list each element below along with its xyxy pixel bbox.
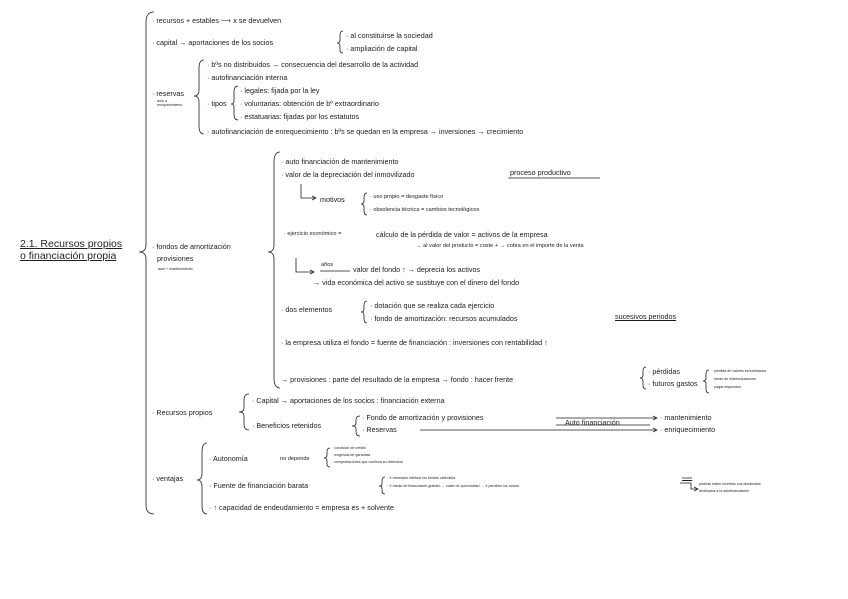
dos-item-1: · dotación que se realiza cada ejercicio [370, 301, 495, 310]
anos-label: años [321, 262, 334, 268]
perdidas: · pérdidas [648, 367, 680, 376]
socios: socios [682, 476, 693, 480]
section-title-line2: o financiación propia [20, 250, 117, 262]
tipos-item-1: · legales: fijada por la ley [240, 86, 320, 95]
autonomia-brace [324, 448, 330, 467]
dos-item-2: · fondo de amortización: recursos acumulados [370, 314, 518, 323]
beneficios-brace [352, 416, 360, 436]
motivos-brace [361, 193, 367, 215]
podrian-2: dedicados a la autofinanciación [699, 489, 750, 493]
proceso-productivo: proceso productivo [510, 168, 571, 177]
capacidad-endeudamiento: · ↑ capacidad de endeudamiento = empresa es + solvente [209, 503, 394, 512]
tipos-item-3: · estatuarias: fijadas por los estatutos [240, 112, 360, 121]
tipos-label: · tipos [207, 99, 227, 108]
tipos-brace [231, 86, 238, 120]
reservas-sub: auto a enriquecimiento [157, 99, 183, 107]
section-title-line1: 2.1. Recursos propios [20, 238, 123, 250]
futuros-item-1: · pérdida de valores inmovilizados [712, 369, 767, 373]
tipos-item-2: · voluntarias: obtención de bº extraordinario [240, 99, 379, 108]
motivos-item-2: · obsolencia técnica = cambios tecnológicos [370, 207, 480, 213]
autonomia-item-2: · exigencia de garantías [332, 453, 371, 457]
capital-item-1: · al constituirse la sociedad [346, 31, 433, 40]
fuente-barata: · Fuente de financiación barata [209, 481, 309, 490]
auto-mantenimiento: · auto financiación de mantenimiento [281, 157, 399, 166]
fuente-brace [379, 477, 385, 494]
fondos-brace [268, 152, 280, 388]
empresa-fondo: · la empresa utiliza el fondo = fuente de financiación : inversiones con rentabilidad ↑ [281, 338, 548, 347]
provisiones-label: provisiones [157, 254, 194, 263]
beneficios-retenidos: · Beneficios retenidos [252, 421, 322, 430]
fondo-amort-provisiones: · Fondo de amortización y provisiones [362, 413, 484, 422]
dos-brace [361, 301, 367, 323]
valor-depreciacion: · valor de la depreciación del inmovilizado [281, 170, 415, 179]
capital-brace [337, 31, 343, 53]
fuente-item-2: · X medio de financiación gratuito → coste de oportunidad → X perciben los socios [387, 484, 520, 488]
rp-reservas: · Reservas [362, 425, 397, 434]
fuente-item-1: · X necesario retribuir los fondos obtenidos [387, 476, 456, 480]
sucesivos-periodos: sucesivos periodos [615, 312, 677, 321]
ventajas-brace [197, 443, 207, 514]
bos-row: · bºs no distribuidos → consecuencia del desarrollo de la actividad [207, 60, 419, 69]
enriquecimiento: · enriquecimiento [660, 425, 716, 434]
podrian-1: podrían haber invertido sus dividendos [699, 482, 761, 486]
motivos-item-1: · uso propio = desgaste físico [370, 194, 444, 200]
autofinanciacion-interna: · autofinanciación interna [207, 73, 288, 82]
perdidas-brace [640, 367, 646, 389]
futuros-item-2: · fondo de indemnizaciones [712, 377, 756, 381]
futuros-gastos: · futuros gastos [648, 379, 698, 388]
dos-elementos: · dos elementos [281, 305, 333, 314]
futuros-brace [703, 370, 709, 393]
valor-producto: → al valor del producto = coste + → cobra en el importe de la venta [416, 243, 584, 249]
reservas-label: · reservas [152, 89, 184, 98]
autofin-enriquecimiento: · autofinanciación de enrequecimiento : bºs se quedan en la empresa → inversiones → crecimiento [207, 127, 524, 136]
rp-brace [239, 394, 249, 430]
autonomia: · Autonomía [209, 454, 248, 463]
provisiones-row: → provisiones : parte del resultado de la empresa → fondo : hacer frente [281, 375, 514, 384]
capital-item-2: · ampliación de capital [346, 44, 418, 53]
no-depende: no depende [280, 456, 310, 462]
valor-fondo: valor del fondo ↑ → deprecia los activos [353, 265, 481, 274]
main-brace [139, 12, 154, 514]
fondos-label: · fondos de amortización [152, 242, 231, 251]
recursos-propios-label: · Recursos propios [152, 408, 213, 417]
motivos-label: motivos [320, 195, 345, 204]
ventajas-label: · ventajas [152, 474, 184, 483]
reservas-brace [194, 60, 204, 134]
ejercicio-economico: · ejercicio económico = [284, 231, 342, 237]
autonomia-item-1: · condición de crédito [332, 446, 367, 450]
motivos-arrow [301, 184, 315, 198]
vida-economica: → vida económica del activo se sustituye con el dinero del fondo [313, 278, 520, 287]
capital-row: · capital → aportaciones de los socios [152, 38, 274, 47]
recursos-estables: · recursos + estables ⟶ x se devuelven [152, 16, 282, 25]
calculo-perdida: cálculo de la pérdida de valor = activos de la empresa [376, 230, 548, 239]
futuros-item-3: · pagar impuestos [712, 385, 741, 389]
autonomia-item-3: · comprobaciones que conlleva su obtención [332, 460, 404, 464]
mantenimiento: · mantenimiento [660, 413, 712, 422]
fondos-sub: auto + mantenimiento [158, 267, 193, 271]
auto-financiacion-label: Auto financiación [565, 418, 620, 427]
rp-capital: · Capital → aportaciones de los socios : financiación externa [252, 396, 445, 405]
